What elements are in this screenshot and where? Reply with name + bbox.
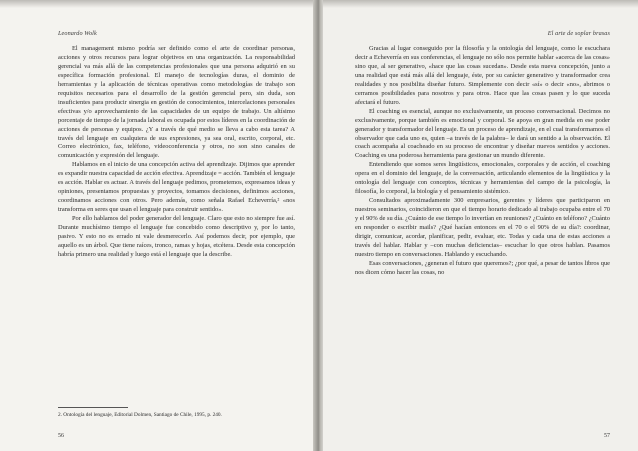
left-page-body bbox=[58, 45, 295, 400]
paragraph: El coaching es esencial, aunque no exclusivamente, un proceso conversacional. Decimos no exclusivamente, porque también es emocional y corporal. Se apoya en gran medida en ese poder generador y transformador del lenguaje. Es un proceso de aprendizaje, en el cual transformamos el observador que cada uno es, quien –a través de la palabra– le dará un sentido a la observación. El coach acompaña al coacheado en su proceso de encontrar y diseñar nuevos sentidos y acciones. Coaching es una poderosa herramienta para gestionar un mundo diferente. bbox=[355, 107, 610, 160]
running-head-title: El arte de soplar brasas bbox=[547, 30, 610, 37]
paragraph: Hablamos en el inicio de una concepción activa del aprendizaje. Dijimos que aprender es expandir nuestra capacidad de acción efectiva. Aprendizaje = acción. También el lenguaje es acción. Hablar es actuar. A través del lenguaje pedimos, prometemos, expresamos ideas y opiniones, presentamos propuestas y proyectos, tomamos decisiones, definimos acciones, coordinamos acciones con otros. Pero además, como señala Rafael Echeverría,² «nos transforma en seres que usan el lenguaje para construir sentido». bbox=[58, 161, 295, 214]
paragraph: Entendiendo que somos seres lingüísticos, emocionales, corporales y de acción, el coaching opera en el dominio del lenguaje, de la conversación, articulando elementos de la lingüística y la ontología del lenguaje con conceptos, técnicas y herramientas del campo de la psicología, la filosofía, lo corporal, la biología y el pensamiento sistémico. bbox=[355, 161, 610, 196]
right-page bbox=[323, 0, 638, 451]
footnote: 2. Ontología del lenguaje, Editorial Dolmen, Santiago de Chile, 1995, p. 240. bbox=[58, 412, 222, 418]
footnote-rule bbox=[58, 407, 128, 408]
page-number: 56 bbox=[58, 433, 64, 439]
page-number: 57 bbox=[604, 433, 610, 439]
paragraph: Esas conversaciones, ¿generan el futuro que queremos?; ¿por qué, a pesar de tantos libros que nos dicen cómo hacer las cosas, no bbox=[355, 259, 610, 276]
paragraph: Por ello hablamos del poder generador del lenguaje. Claro que esto no siempre fue así. Durante muchísimo tiempo el lenguaje fue concebido como descriptivo y, por lo tanto, pasivo. Y esto no es errado ni vale desmerecerlo. Así podemos decir, por ejemplo, que aquello es un árbol. Que tiene raíces, tronco, ramas y hojas, etcétera. Desde esta concepción habría primero una realidad y luego está el lenguaje que la describe. bbox=[58, 215, 295, 258]
page-shadow bbox=[0, 0, 315, 8]
running-head-author: Leonardo Wolk bbox=[58, 30, 97, 37]
page-shadow bbox=[323, 0, 638, 8]
paragraph: Gracias al lugar conseguido por la filosofía y la ontología del lenguaje, como le escuchara decir a Echeverría en sus conferencias, el lenguaje no sólo nos permite hablar «acerca de las cosas» sino que, al ser generativo, «hace que las cosas sucedan». Desde esta nueva concepción, junto a una realidad que está más allá del lenguaje, éste, por su carácter generativo y transformador crea realidades y nos posibilita diseñar futuro. Simplemente con decir «sí» o decir «no», abrimos o cerramos posibilidades para nosotros y para otros. Hace que las cosas pasen y lo que suceda afectará el futuro. bbox=[355, 45, 610, 106]
paragraph: El management mismo podría ser definido como el arte de coordinar personas, acciones y otros recursos para lograr objetivos en una organización. La responsabilidad gerencial va más allá de las competencias profesionales que una persona adquirió en su específica formación profesional. El manejo de tecnologías duras, el dominio de herramientas y la aplicación de técnicas operativas como metodologías de trabajo son requisitos necesarios para el desarrollo de la gestión gerencial pero, sin duda, son insuficientes para producir sinergia en gestión de conocimientos, intercelaciones personales efectivas y/o aprovechamiento de las capacidades de un equipo de trabajo. Un altísimo porcentaje de tiempo de la jornada laboral es ocupada por estos líderes en la coordinación de acciones de personas y equipos. ¿Y a través de qué medio se lleva a cabo esta tarea? A través del lenguaje en cualquiera de sus expresiones, ya sea oral, escrito, corporal, etc. Correo electrónico, fax, teléfono, videoconferencia y otros, no son sino canales de comunicación y expresión del lenguaje. bbox=[58, 45, 295, 160]
paragraph: Consultados aproximadamente 300 empresarios, gerentes y líderes que participaron en nuestros seminarios, coincidieron en que el tiempo horario dedicado al trabajo ocupaba entre el 70 y el 90% de su día. ¿Cuánto de ese tiempo lo invertían en reuniones? ¿Cuánto en teléfono? ¿Cuánto en responder o escribir mails? ¿Qué hacían entonces en el 70 o el 90% de su día?: coordinar, dirigir, comunicar, acordar, planificar, pedir, evaluar, etc. Todas y cada una de estas acciones a través del hablar. Hablar y –con muchas deficiencias– escuchar lo que otros hablan. Pasamos nuestro tiempo en conversaciones. Hablando y escuchando. bbox=[355, 197, 610, 258]
left-page bbox=[0, 0, 315, 451]
